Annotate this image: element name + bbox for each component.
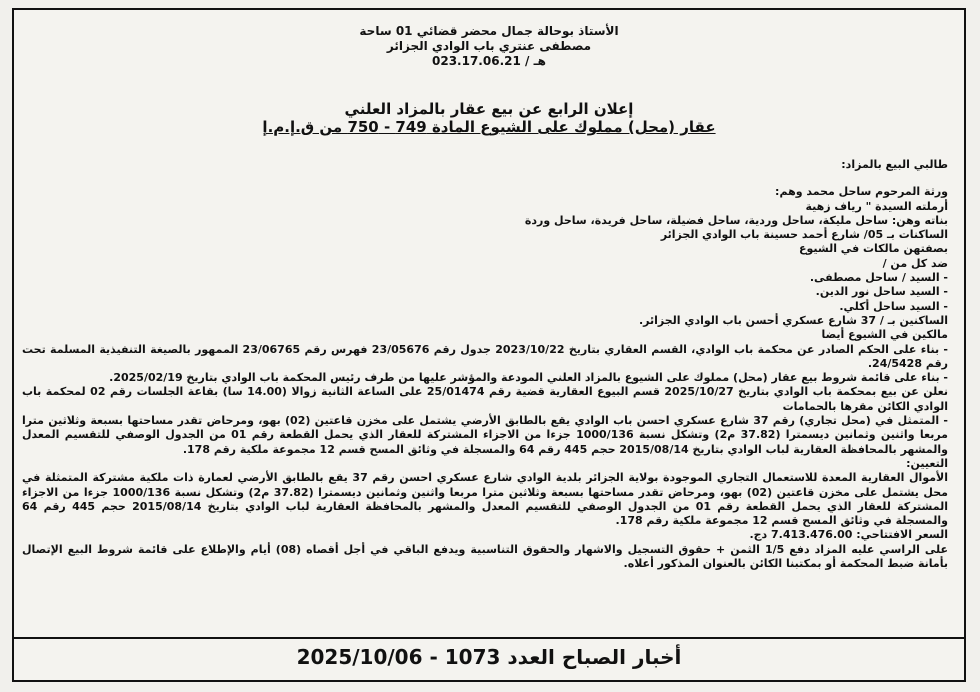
title-main: إعلان الرابع عن بيع عقار بالمزاد العلني [344,100,634,118]
defendants-capacity: مالكين في الشيوع أيضا [821,328,948,342]
bailiff-name: الأستاذ بوحالة جمال محضر قضائي 01 ساحة [359,24,619,38]
widow-line: أرملته السيدة " رياف زهية [805,199,948,213]
sale-notice-paragraph: نعلن عن بيع بمحكمة باب الوادي بتاريخ 2025/10/27 قسم البيوع العقارية قضية رقم 25/01474 على الساعة الثانية زوالا (14.00 سا) بقاعة الجلسات رقم 02 لمحكمة باب الوادي الكائن مقرها بالحمامات [22,385,948,413]
against-heading: ضد كل من / [882,256,948,270]
sellers-address: الساكنات بـ 05/ شارع أحمد حسينة باب الوادي الجزائر [660,228,948,242]
title-subject: عقار (محل) مملوك على الشيوع المادة 749 - 750 من ق.إ.م.إ [262,118,716,136]
payment-terms: على الراسي عليه المزاد دفع 1/5 الثمن + حقوق التسجيل والاشهار والحقوق التناسبية ويدفع الباقي في أجل أقصاه (08) أيام والإطلاع على قائمة شروط البيع الإتصال بأمانة ضبط المحكمة أو بمكتبنا الكائن بالعنوان المذكور أعلاه. [22,542,948,571]
announcement-frame [12,8,966,682]
sellers-capacity: بصفتهن مالكات في الشيوع [798,242,948,256]
daughters-line: بناته وهن: ساحل مليكة، ساحل وردية، ساحل فضيلة، ساحل فريدة، ساحل وردة [524,213,948,227]
designation-paragraph: الأموال العقارية المعدة للاستعمال التجاري الموجودة بولاية الجزائر بلدية الوادي شارع عسكري احسن رقم 37 يقع بالطابق الأرضي لعمارة ذات ملكية مشتركة المتمثلة في محل يشتمل على مخزن قاعتين (02) بهو، ومرحاض تقدر مساحتها بسبعة وثلاثين مترا مربعا واثنين وثمانين ديسمترا (37.82 م2) وتشكل نسبة 1000/136 جزءا من الاجزاء المشتركة للعقار الذي يحمل القطعة رقم 01 من الجدول الوصفي للتقسيم المعدل والمشهر بالمحافظة العقارية لباب الوادي بتاريخ 2015/08/14 حجم 445 رقم 64 والمسجلة في وثائق المسح قسم 12 مجموعة ملكية رقم 178. [22,471,949,528]
sellers-heading: طالبي البيع بالمزاد: [841,158,948,171]
judgment-paragraph: - بناء على الحكم الصادر عن محكمة باب الوادي، القسم العقاري بتاريخ 2023/10/22 جدول رقم 23/05676 فهرس رقم 23/06765 الممهور بالصيغة التنفيذية المسلمة تحت رقم 24/5428. [22,342,948,370]
conditions-paragraph: - بناء على قائمة شروط بيع عقار (محل) مملوك على الشيوع بالمزاد العلني المودعة والمؤشر عليها من طرف رئيس المحكمة باب الوادي بتاريخ 2025/02/19. [109,371,948,385]
property-paragraph: - المتمثل في (محل تجاري) رقم 37 شارع عسكري احسن باب الوادي يقع بالطابق الأرضي يشتمل على مخزن قاعتين (02) بهو، ومرحاض تقدر مساحتها بسبعة وثلاثين مترا مربعا واثنين وثمانين ديسمترا (37.82 م2) وتشكل نسبة 1000/136 جزءا من الاجزاء المشتركة للعقار الذي يحمل القطعة رقم 01 من الجدول الوصفي للتقسيم المعدل والمشهر بالمحافظة العقارية لباب الوادي بتاريخ 2015/08/14 حجم 445 رقم 64 والمسجلة في وثائق المسح قسم 12 مجموعة ملكية رقم 178. [22,414,948,456]
bailiff-header [14,24,964,69]
announcement-title [14,100,964,136]
defendant-2: - السيد ساحل نور الدين. [815,285,948,299]
defendant-3: - السيد ساحل أكلي. [839,299,948,313]
opening-price: السعر الافتتاحي: 7.413.476.00 دج. [749,528,948,542]
announcement-body [22,158,948,571]
heirs-line: ورثة المرحوم ساحل محمد وهم: [775,185,948,199]
newspaper-footer: أخبار الصباح العدد 1073 - 2025/10/06 [14,637,964,675]
bailiff-address: مصطفى عنتري باب الوادي الجزائر [386,39,592,53]
designation-heading: التعيين: [906,456,948,470]
defendants-address: الساكنين بـ / 37 شارع عسكري أحسن باب الوادي الجزائر. [638,313,948,327]
bailiff-phone: هـ / 023.17.06.21 [432,54,546,68]
defendant-1: - السيد / ساحل مصطفى. [809,271,948,285]
